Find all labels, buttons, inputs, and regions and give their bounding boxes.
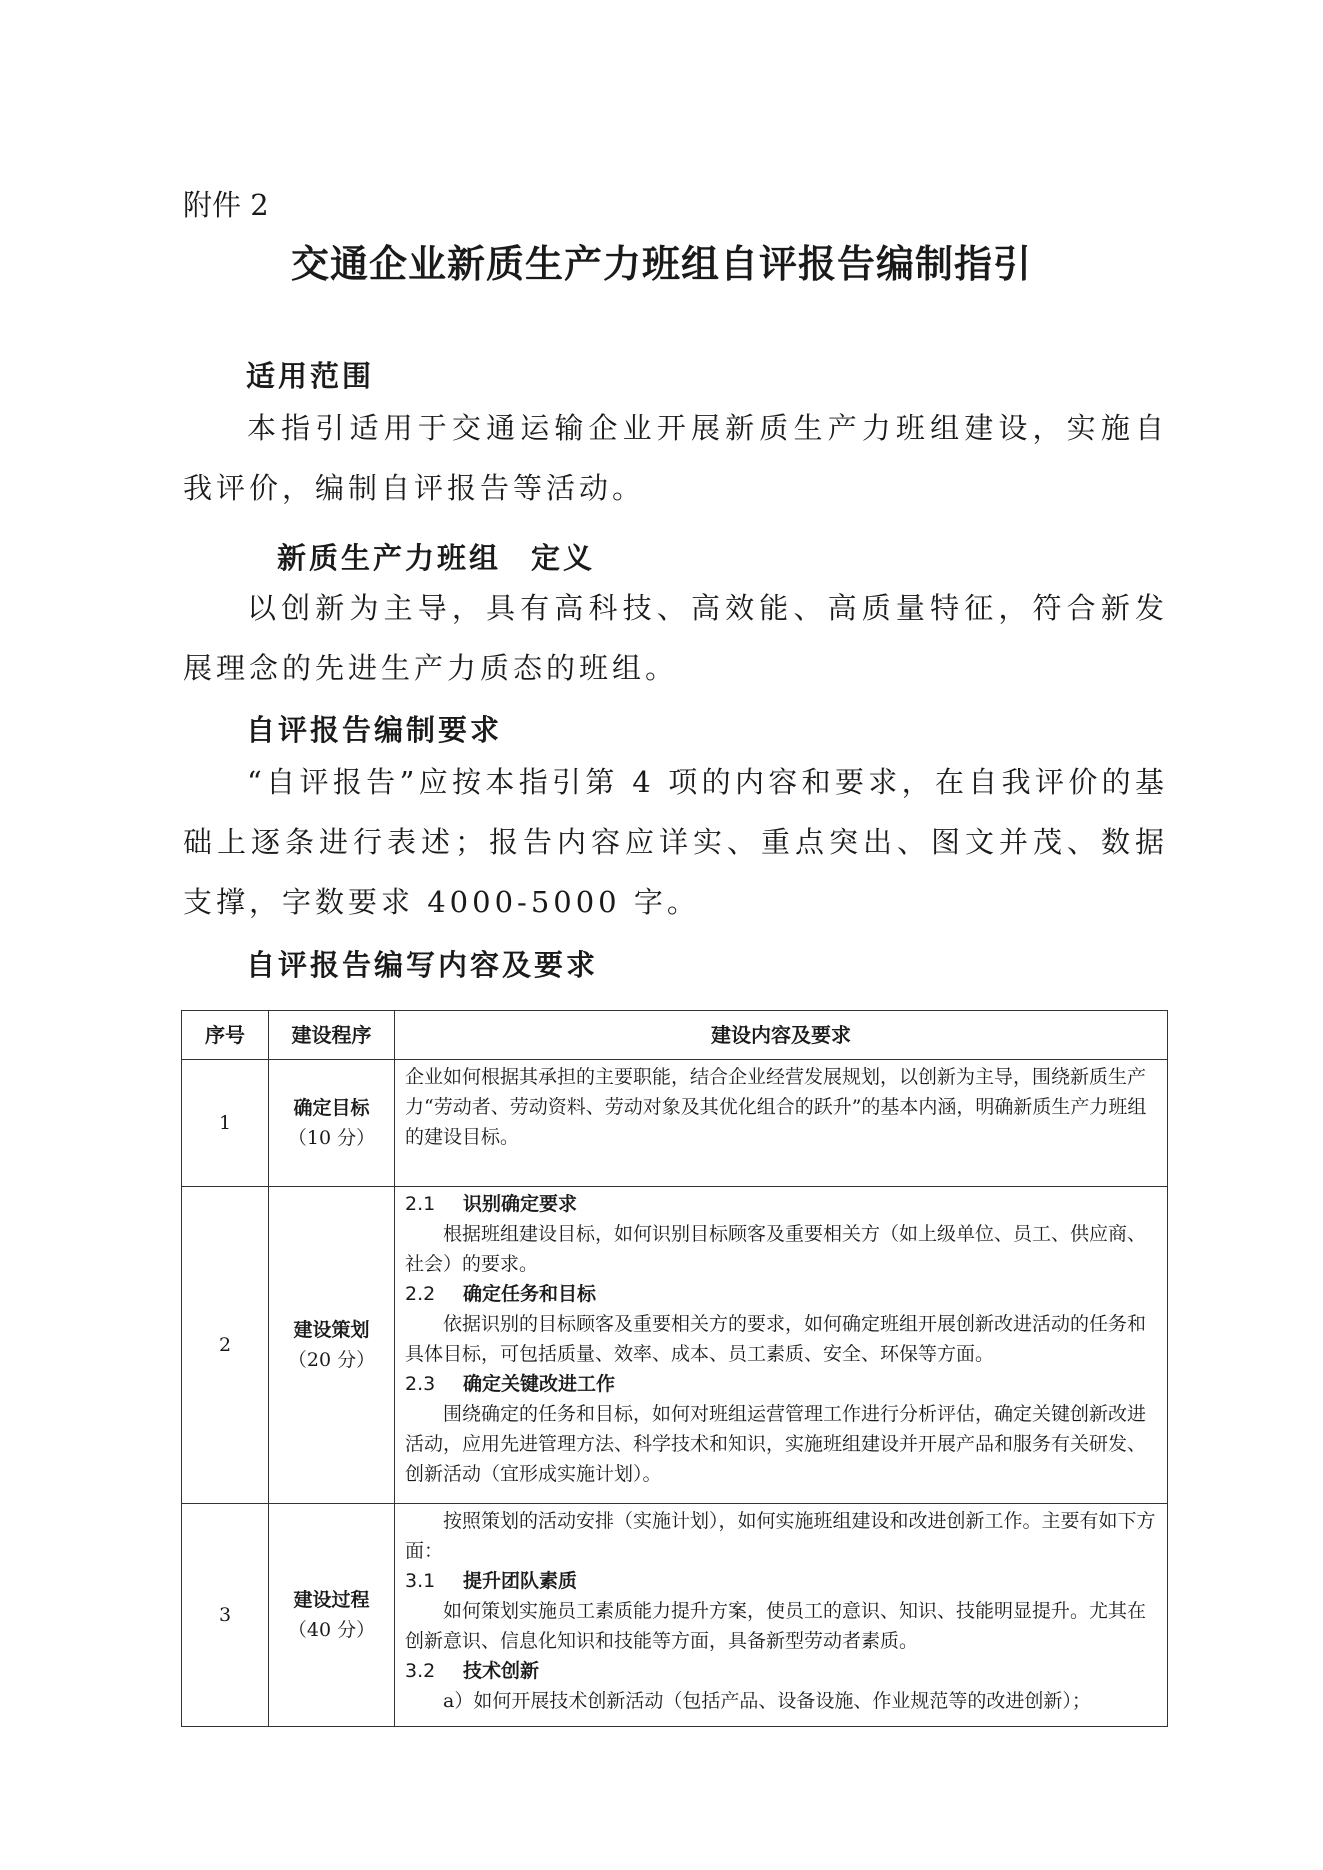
sub-title: 技术创新 bbox=[463, 1660, 540, 1682]
definition-term: 新质生产力班组 bbox=[277, 541, 502, 575]
document-title: 交通企业新质生产力班组自评报告编制指引 bbox=[290, 242, 1032, 286]
sub-number: 2.1 bbox=[405, 1193, 436, 1215]
sub-number: 3.1 bbox=[405, 1570, 436, 1592]
sub-text: 根据班组建设目标，如何识别目标顾客及重要相关方（如上级单位、员工、供应商、社会）的要求。 bbox=[405, 1223, 1147, 1275]
sub-title: 识别确定要求 bbox=[463, 1193, 578, 1215]
sub-title: 确定关键改进工作 bbox=[463, 1373, 616, 1395]
col-header-content: 建设内容及要求 bbox=[395, 1011, 1168, 1060]
step-score: （10 分） bbox=[287, 1127, 376, 1149]
sub-text: a）如何开展技术创新活动（包括产品、设备设施、作业规范等的改进创新）； bbox=[443, 1690, 1091, 1712]
sub-number: 3.2 bbox=[405, 1660, 436, 1682]
row-step bbox=[269, 1504, 395, 1727]
sub-heading bbox=[405, 1656, 1157, 1686]
content-text: 企业如何根据其承担的主要职能，结合企业经营发展规划，以创新为主导，围绕新质生产力“劳动者、劳动资料、劳动对象及其优化组合的跃升”的基本内涵，明确新质生产力班组的建设目标。 bbox=[405, 1066, 1147, 1148]
row-no: 2 bbox=[182, 1187, 269, 1504]
row-step bbox=[269, 1187, 395, 1504]
row-content bbox=[395, 1504, 1168, 1727]
content-req-heading: 自评报告编写内容及要求 bbox=[246, 948, 599, 982]
step-score: （40 分） bbox=[287, 1619, 376, 1641]
requirements-table bbox=[181, 1010, 1168, 1727]
sub-text: 如何策划实施员工素质能力提升方案，使员工的意识、知识、技能明显提升。尤其在创新意识、信息化知识和技能等方面，具备新型劳动者素质。 bbox=[405, 1600, 1147, 1652]
content-intro: 按照策划的活动安排（实施计划），如何实施班组建设和改进创新工作。主要有如下方面： bbox=[405, 1510, 1156, 1562]
scope-heading: 适用范围 bbox=[246, 359, 375, 393]
table-row bbox=[182, 1187, 1168, 1504]
sub-text: 依据识别的目标顾客及重要相关方的要求，如何确定班组开展创新改进活动的任务和具体目标，可包括质量、效率、成本、员工素质、安全、环保等方面。 bbox=[405, 1313, 1147, 1365]
sub-number: 2.3 bbox=[405, 1373, 436, 1395]
definition-word: 定义 bbox=[531, 541, 596, 575]
col-header-no: 序号 bbox=[182, 1011, 269, 1060]
report-req-paragraph: “自评报告”应按本指引第 4 项的内容和要求，在自我评价的基础上逐条进行表述；报告内容应详实、重点突出、图文并茂、数据支撑，字数要求 4000-5000 字。 bbox=[183, 765, 1168, 919]
sub-text: 围绕确定的任务和目标，如何对班组运营管理工作进行分析评估，确定关键创新改进活动，应用先进管理方法、科学技术和知识，实施班组建设并开展产品和服务有关研发、创新活动（宜形成实施计划）。 bbox=[405, 1403, 1147, 1485]
step-name: 确定目标 bbox=[293, 1097, 370, 1119]
sub-heading bbox=[405, 1189, 1157, 1219]
sub-title: 提升团队素质 bbox=[463, 1570, 578, 1592]
step-name: 建设过程 bbox=[293, 1589, 370, 1611]
definition-paragraph: 以创新为主导，具有高科技、高效能、高质量特征，符合新发展理念的先进生产力质态的班组。 bbox=[183, 591, 1168, 685]
step-score: （20 分） bbox=[287, 1349, 376, 1371]
definition-heading bbox=[277, 536, 595, 577]
row-content bbox=[395, 1187, 1168, 1504]
table-header-row bbox=[182, 1011, 1168, 1060]
sub-heading bbox=[405, 1279, 1157, 1309]
row-no: 3 bbox=[182, 1504, 269, 1727]
row-content bbox=[395, 1060, 1168, 1187]
sub-heading bbox=[405, 1566, 1157, 1596]
scope-paragraph: 本指引适用于交通运输企业开展新质生产力班组建设，实施自我评价，编制自评报告等活动。 bbox=[183, 411, 1168, 505]
step-name: 建设策划 bbox=[293, 1319, 370, 1341]
table-row bbox=[182, 1060, 1168, 1187]
sub-title: 确定任务和目标 bbox=[463, 1283, 597, 1305]
col-header-step: 建设程序 bbox=[269, 1011, 395, 1060]
attachment-label: 附件 2 bbox=[183, 188, 269, 222]
sub-heading bbox=[405, 1369, 1157, 1399]
sub-number: 2.2 bbox=[405, 1283, 436, 1305]
table-row bbox=[182, 1504, 1168, 1727]
row-no: 1 bbox=[182, 1060, 269, 1187]
report-req-heading: 自评报告编制要求 bbox=[246, 713, 503, 747]
row-step bbox=[269, 1060, 395, 1187]
